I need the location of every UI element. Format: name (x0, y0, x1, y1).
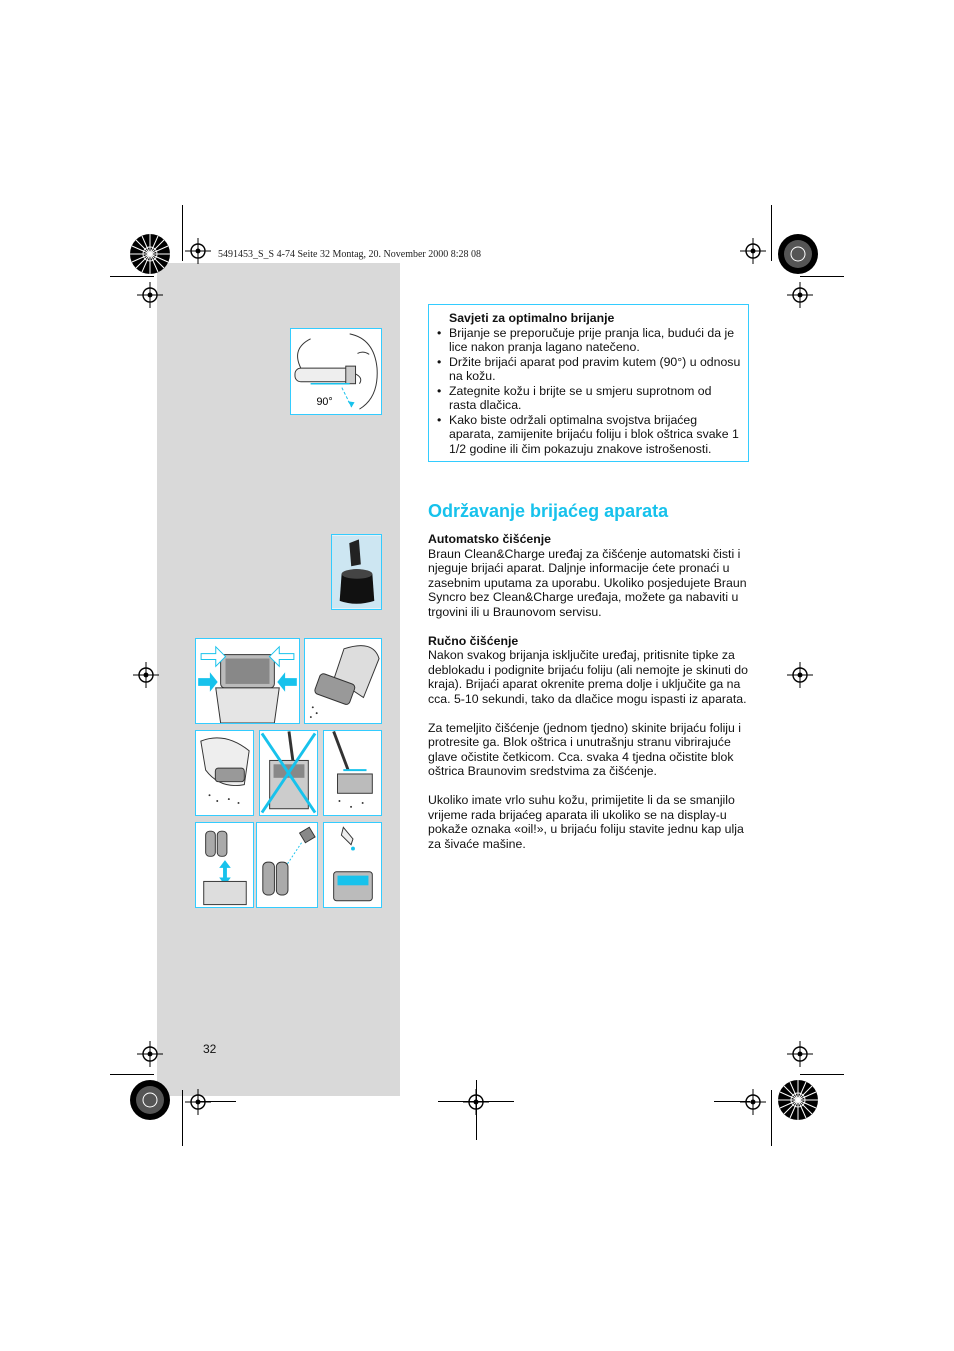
manual-cleaning-heading: Ručno čišćenje (428, 633, 519, 648)
auto-cleaning-text: Braun Clean&Charge uređaj za čišćenje automatski čisti i njeguje brijaći aparat. Daljnje informacije ćete pronaći u zasebnim uputama za uporabu. Ukoliko posjedujete Braun Syncro bez Clean&Charge uređaja, možete ga nabaviti u trgovini ili u Braunovom servisu. (428, 546, 747, 619)
auto-cleaning-heading: Automatsko čišćenje (428, 532, 552, 546)
figure-brush-cutter (323, 730, 382, 816)
trim-mark (110, 1074, 154, 1075)
trim-mark (771, 1090, 772, 1146)
starburst-mark-icon (776, 1078, 820, 1122)
figure-shaver-side (304, 638, 382, 724)
registration-mark-icon (185, 238, 211, 264)
tips-list (435, 326, 742, 457)
starburst-mark-icon (776, 232, 820, 276)
list-item: • Brijanje se preporučuje prije pranja lica, budući da je lice nakon pranja lagano natečeno. (435, 326, 742, 355)
registration-mark-icon (137, 282, 163, 308)
figure-shaving-angle (290, 328, 382, 415)
trim-mark (771, 205, 772, 261)
manual-cleaning-text-2: Za temeljito čišćenje (jednom tjedno) skinite brijaću foliju i protresite ga. Blok oštrica i unutrašnju stranu vibrirajuće glave očistite četkicom. Cca. svaka 4 tjedna očistite blok oštrica Braunovim sredstvima za čišćenje. (428, 720, 742, 778)
figure-spray-cutter (256, 822, 318, 908)
trim-mark (476, 1080, 477, 1140)
registration-mark-icon (787, 662, 813, 688)
page-number: 32 (203, 1042, 217, 1056)
registration-mark-icon (787, 282, 813, 308)
registration-mark-icon (133, 662, 159, 688)
manual-cleaning-text-1: Nakon svakog brijanja isključite uređaj, pritisnite tipke za deblokadu i podignite brijaću foliju (ali nemojte je skinuti do kraja). Brijaći aparat okrenite prema dolje i uključite ga na cca. 5-10 sekundi, tako da dlačice mogu ispasti iz aparata. (428, 648, 748, 706)
registration-mark-icon (787, 1041, 813, 1067)
angle-label: 90° (316, 396, 333, 409)
starburst-mark-icon (128, 1078, 172, 1122)
registration-mark-icon (740, 238, 766, 264)
manual-cleaning-text-3: Ukoliko imate vrlo suhu kožu, primijetite li da se smanjilo vrijeme rada brijaćeg aparata ili ukoliko se na display-u pokaže oznaka «oil!», u brijaću foliju stavite jednu kap ulja za šivaće mašine. (428, 793, 744, 851)
list-item: • Zategnite kožu i brijte se u smjeru suprotnom od rasta dlačica. (435, 384, 742, 413)
list-item: • Držite brijaći aparat pod pravim kutem (90°) u odnosu na kožu. (435, 355, 742, 384)
figure-release-foil (195, 638, 300, 724)
starburst-mark-icon (128, 232, 172, 276)
registration-mark-icon (137, 1041, 163, 1067)
tips-title: Savjeti za optimalno brijanje (449, 311, 615, 325)
figure-clean-charge-station (331, 534, 382, 610)
section-title: Održavanje brijaćeg aparata (428, 501, 669, 521)
trim-mark (800, 1074, 844, 1075)
trim-mark (200, 1101, 236, 1102)
trim-mark (800, 276, 844, 277)
body-column (428, 532, 750, 866)
registration-mark-icon (185, 1089, 211, 1115)
print-info: 5491453_S_S 4-74 Seite 32 Montag, 20. November 2000 8:28 08 (218, 249, 482, 260)
figure-shake-out (195, 730, 254, 816)
trim-mark (182, 205, 183, 261)
trim-mark (714, 1101, 750, 1102)
trim-mark (182, 1090, 183, 1146)
figure-oil-foil (323, 822, 382, 908)
tips-box (428, 304, 749, 462)
list-item: • Kako biste održali optimalna svojstva brijaćeg aparata, zamijenite brijaću foliju i blok oštrica svake 1 1/2 godine ili čim pokazuju znakove istrošenosti. (435, 413, 742, 457)
registration-mark-icon (740, 1089, 766, 1115)
trim-mark (110, 276, 154, 277)
figure-do-not-brush-foil (259, 730, 318, 816)
figure-remove-cutter (195, 822, 254, 908)
